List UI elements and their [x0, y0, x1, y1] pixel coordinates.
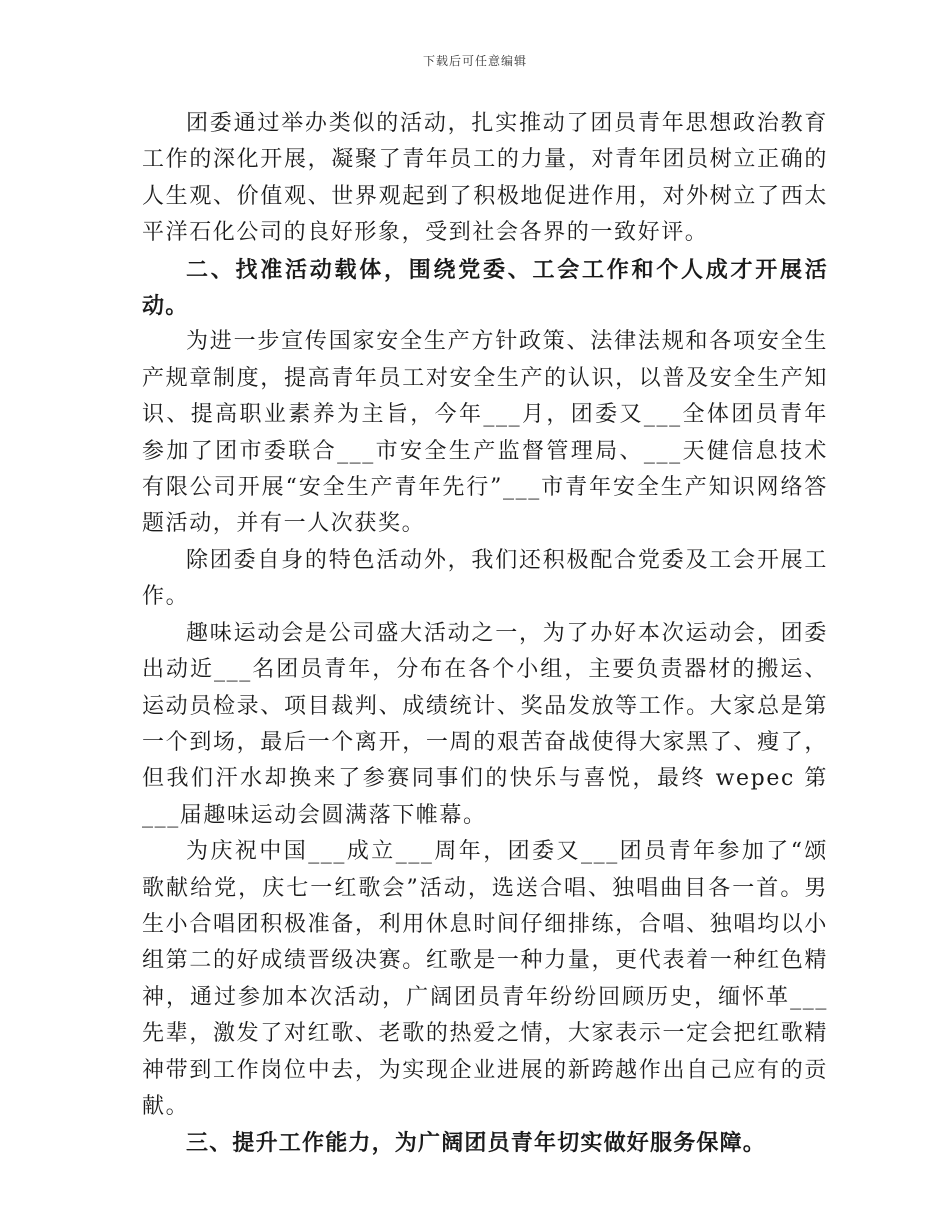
paragraph-sports-meet: 趣味运动会是公司盛大活动之一，为了办好本次运动会，团委出动近___名团员青年，分布在各个小组，主要负责器材的搬运、运动员检录、项目裁判、成绩统计、奖品发放等工作。大家总是第一个到场，最后一个离开，一周的艰苦奋战使得大家黑了、瘦了，但我们汗水却换来了参赛同事们的快乐与喜悦，最终 wepec 第___届趣味运动会圆满落下帷幕。	[142, 620, 828, 828]
page-header: 下载后可任意编辑	[422, 54, 527, 68]
paragraph-safety-campaign: 为进一步宣传国家安全生产方针政策、法律法规和各项安全生产规章制度，提高青年员工对安全生产的认识，以普及安全生产知识、提高职业素养为主旨，今年___月，团委又___全体团员青年参加了团市委联合___市安全生产监督管理局、___天健信息技术有限公司开展“安全生产青年先行”___市青年安全生产知识网络答题活动，并有一人次获奖。	[142, 329, 828, 537]
document-body	[142, 106, 828, 1162]
paragraph-intro-summary: 团委通过举办类似的活动，扎实推动了团员青年思想政治教育工作的深化开展，凝聚了青年员工的力量，对青年团员树立正确的人生观、价值观、世界观起到了积极地促进作用，对外树立了西太平洋石化公司的良好形象，受到社会各界的一致好评。	[142, 111, 828, 246]
section-heading-2: 二、找准活动载体，围绕党委、工会工作和个人成才开展活动。	[142, 256, 828, 320]
section-heading-3: 三、提升工作能力，为广阔团员青年切实做好服务保障。	[186, 1130, 767, 1157]
paragraph-red-song-contest: 为庆祝中国___成立___周年，团委又___团员青年参加了“颂歌献给党，庆七一红歌会”活动，选送合唱、独唱曲目各一首。男生小合唱团积极准备，利用休息时间仔细排练，合唱、独唱均以小组第二的好成绩晋级决赛。红歌是一种力量，更代表着一种红色精神，通过参加本次活动，广阔团员青年纷纷回顾历史，缅怀革___先辈，激发了对红歌、老歌的热爱之情，大家表示一定会把红歌精神带到工作岗位中去，为实现企业进展的新跨越作出自己应有的贡献。	[142, 839, 828, 1119]
paragraph-cooperation: 除团委自身的特色活动外，我们还积极配合党委及工会开展工作。	[142, 547, 828, 610]
